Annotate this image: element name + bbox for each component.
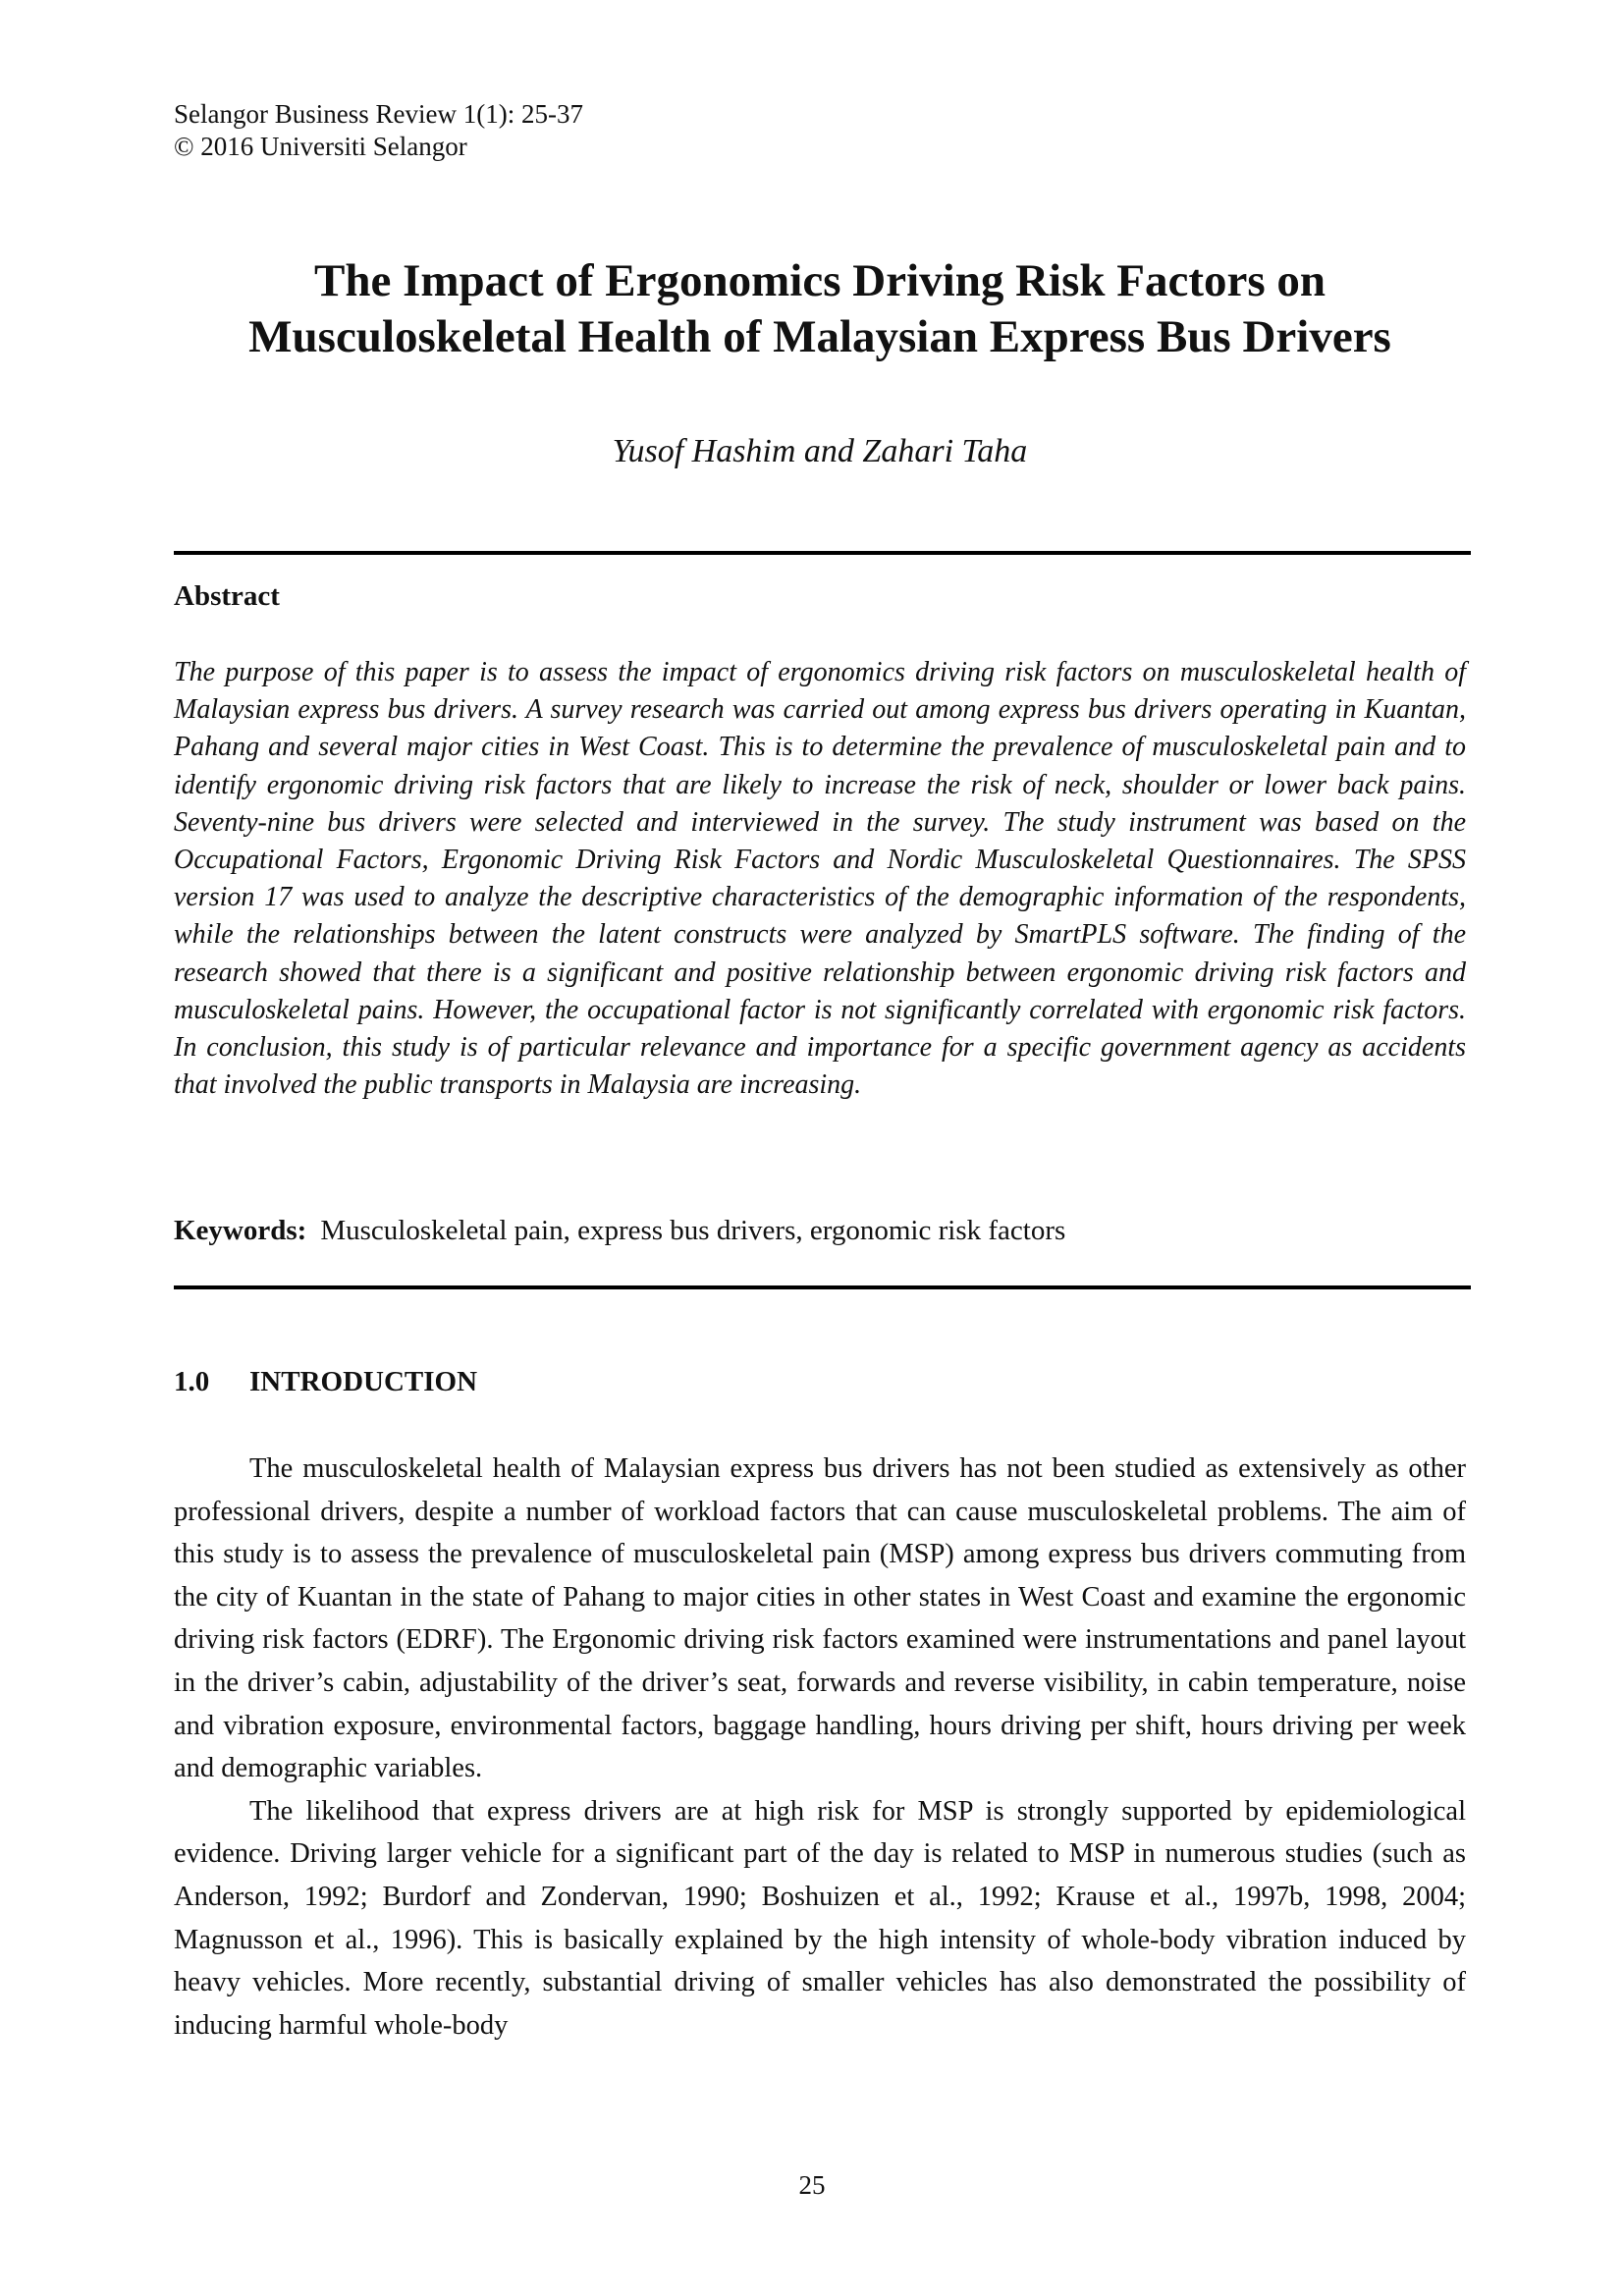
paragraph: The likelihood that express drivers are at high risk for MSP is strongly supported by epidemiological evidence. Driving larger vehicle for a significant part of the day is related to MSP in numerous studies (such as Anderson, 1992; Burdorf and Zondervan, 1990; Boshuizen et al., 1992; Krause et al., 1997b, 1998, 2004; Magnusson et al., 1996). This is basically explained by the high intensity of whole-body vibration induced by heavy vehicles. More recently, substantial driving of smaller vehicles has also demonstrated the possibility of inducing harmful whole-body <box>174 1795 1466 2041</box>
bottom-divider <box>174 1285 1471 1289</box>
paper-title-line-2: Musculoskeletal Health of Malaysian Express Bus Drivers <box>248 311 1391 362</box>
keywords-label: Keywords: <box>174 1215 307 1246</box>
abstract-text: The purpose of this paper is to assess the impact of ergonomics driving risk factors on musculoskeletal health of Malaysian express bus drivers. A survey research was carried out among express bus drivers operating in Kuantan, Pahang and several major cities in West Coast. This is to determine the prevalence of musculoskeletal pain and to identify ergonomic driving risk factors that are likely to increase the risk of neck, shoulder or lower back pains. Seventy-nine bus drivers were selected and interviewed in the survey. The study instrument was based on the Occupational Factors, Ergonomic Driving Risk Factors and Nordic Musculoskeletal Questionnaires. The SPSS version 17 was used to analyze the descriptive characteristics of the demographic information of the respondents, while the relationships between the latent constructs were analyzed by SmartPLS software. The finding of the research showed that there is a significant and positive relationship between ergonomic driving risk factors and musculoskeletal pains. However, the occupational factor is not significantly correlated with ergonomic risk factors. In conclusion, this study is of particular relevance and importance for a specific government agency as accidents that involved the public transports in Malaysia are increasing. <box>174 657 1466 1101</box>
paper-title-line-1: The Impact of Ergonomics Driving Risk Factors on <box>313 255 1326 306</box>
keywords <box>174 1214 1065 1247</box>
paragraph: The musculoskeletal health of Malaysian express bus drivers has not been studied as extensively as other professional drivers, despite a number of workload factors that can cause musculoskeletal problems. The aim of this study is to assess the prevalence of musculoskeletal pain (MSP) among express bus drivers commuting from the city of Kuantan in the state of Pahang to major cities in other states in West Coast and examine the ergonomic driving risk factors (EDRF). The Ergonomic driving risk factors examined were instrumentations and panel layout in the driver’s cabin, adjustability of the driver’s seat, forwards and reverse visibility, in cabin temperature, noise and vibration exposure, environmental factors, baggage handling, hours driving per shift, hours driving per week and demographic variables. <box>174 1453 1466 1784</box>
abstract-heading: Abstract <box>174 580 280 612</box>
page-number: 25 <box>798 2170 826 2200</box>
introduction-body <box>174 1448 1466 2047</box>
section-heading-introduction <box>174 1365 477 1398</box>
paper-title <box>174 253 1466 365</box>
paper-authors: Yusof Hashim and Zahari Taha <box>612 433 1028 469</box>
keywords-value: Musculoskeletal pain, express bus drivers, ergonomic risk factors <box>320 1215 1066 1246</box>
journal-copyright: © 2016 Universiti Selangor <box>174 132 467 161</box>
journal-citation: Selangor Business Review 1(1): 25-37 <box>174 99 583 129</box>
top-divider <box>174 551 1471 555</box>
journal-header <box>174 98 583 163</box>
section-title: INTRODUCTION <box>249 1366 478 1397</box>
section-number: 1.0 <box>174 1366 210 1397</box>
